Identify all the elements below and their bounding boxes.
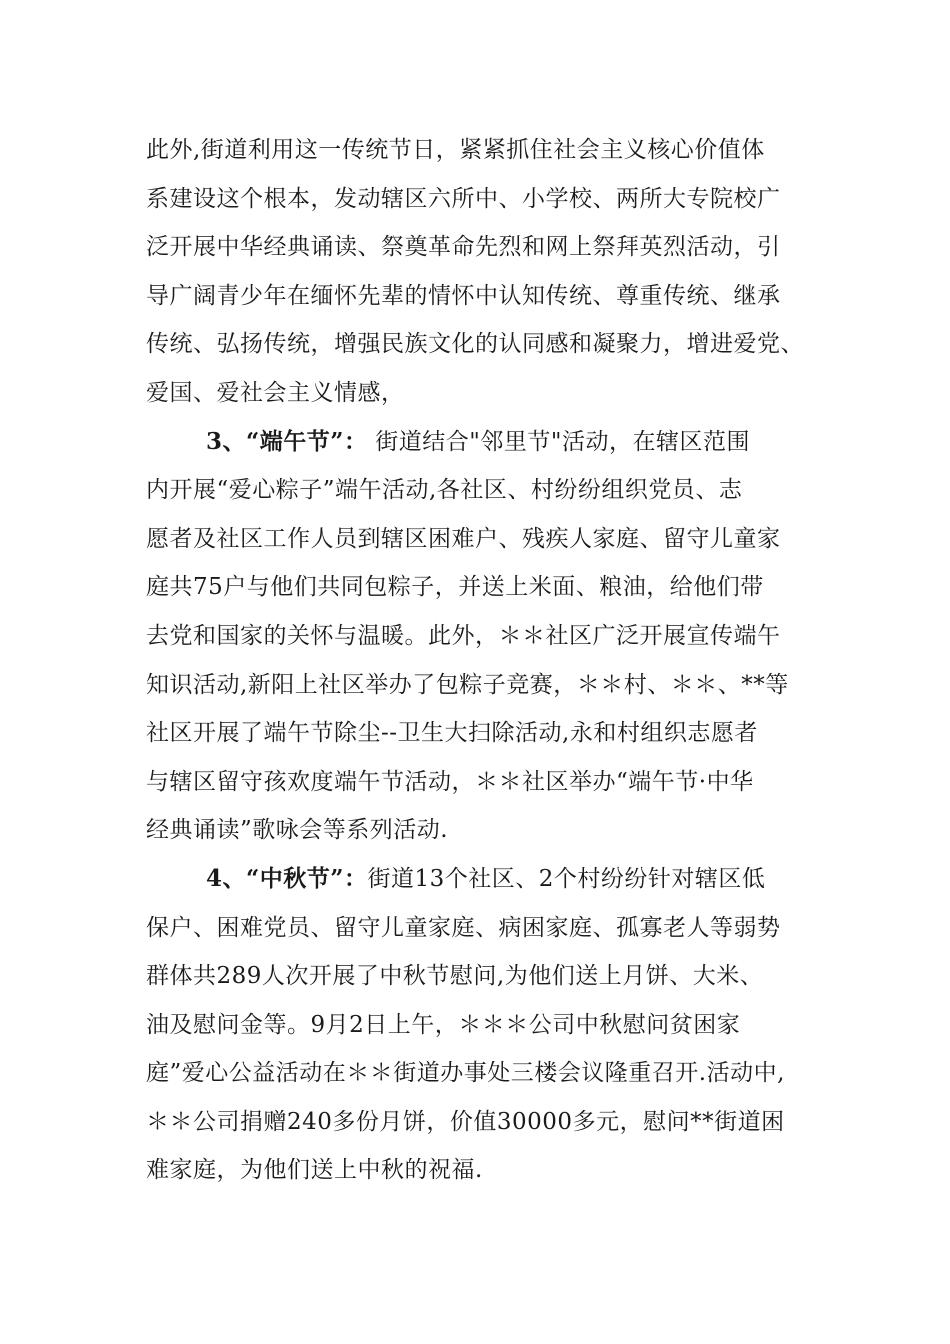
text-line: 庭”爱心公益活动在＊＊街道办事处三楼会议隆重召开.活动中,	[146, 1060, 785, 1087]
text-line: 与辖区留守孩欢度端午节活动，＊＊社区举办“端午节·中华	[146, 768, 754, 795]
text-line: 社区开展了端午节除尘--卫生大扫除活动,永和村组织志愿者	[146, 720, 758, 747]
paragraph-qingming-extra	[146, 126, 846, 418]
text-line: 油及慰问金等。9月2日上午，＊＊＊公司中秋慰问贫困家	[146, 1011, 741, 1038]
text-line: 难家庭，为他们送上中秋的祝福.	[146, 1157, 483, 1184]
text-line: 此外,街道利用这一传统节日，紧紧抓住社会主义核心价值体	[146, 137, 765, 163]
section-heading-duanwu: 3、“端午节”：	[206, 427, 368, 455]
text-line: 导广阔青少年在缅怀先辈的情怀中认知传统、尊重传统、继承	[146, 282, 781, 309]
text-line: 知识活动,新阳上社区举办了包粽子竞赛，＊＊村、＊＊、**等	[146, 671, 789, 698]
text-line: 街道结合"邻里节"活动，在辖区范围	[367, 428, 750, 455]
text-line: 内开展“爱心粽子”端午活动,各社区、村纷纷组织党员、志	[146, 477, 743, 504]
text-line: ＊＊公司捐赠240多份月饼，价值30000多元，慰问**街道困	[146, 1108, 785, 1135]
text-line: 群体共289人次开展了中秋节慰问,为他们送上月饼、大米、	[146, 963, 764, 990]
text-line: 泛开展中华经典诵读、祭奠革命先烈和网上祭拜英烈活动，引	[146, 234, 781, 261]
text-line: 愿者及社区工作人员到辖区困难户、残疾人家庭、留守儿童家	[146, 525, 781, 552]
text-line: 爱国、爱社会主义情感，	[146, 379, 405, 406]
text-line: 街道13个社区、2个村纷纷针对辖区低	[367, 865, 766, 892]
text-line: 经典诵读”歌咏会等系列活动.	[146, 817, 449, 844]
section-heading-zhongqiu: 4、“中秋节”：	[206, 864, 368, 892]
paragraph-first-line	[146, 418, 846, 467]
text-line: 保户、困难党员、留守儿童家庭、病困家庭、孤寡老人等弱势	[146, 914, 781, 941]
paragraph-zhongqiu	[146, 855, 846, 1195]
text-line: 庭共75户与他们共同包粽子，并送上米面、粮油，给他们带	[146, 574, 764, 601]
text-line: 去党和国家的关怀与温暖。此外，＊＊社区广泛开展宣传端午	[146, 622, 781, 649]
paragraph-first-line	[146, 855, 846, 904]
text-line: 传统、弘扬传统，增强民族文化的认同感和凝聚力，增进爱党、	[146, 331, 804, 358]
text-line: 系建设这个根本，发动辖区六所中、小学校、两所大专院校广	[146, 185, 781, 212]
paragraph-duanwu	[146, 418, 846, 855]
document-body	[146, 126, 846, 1195]
